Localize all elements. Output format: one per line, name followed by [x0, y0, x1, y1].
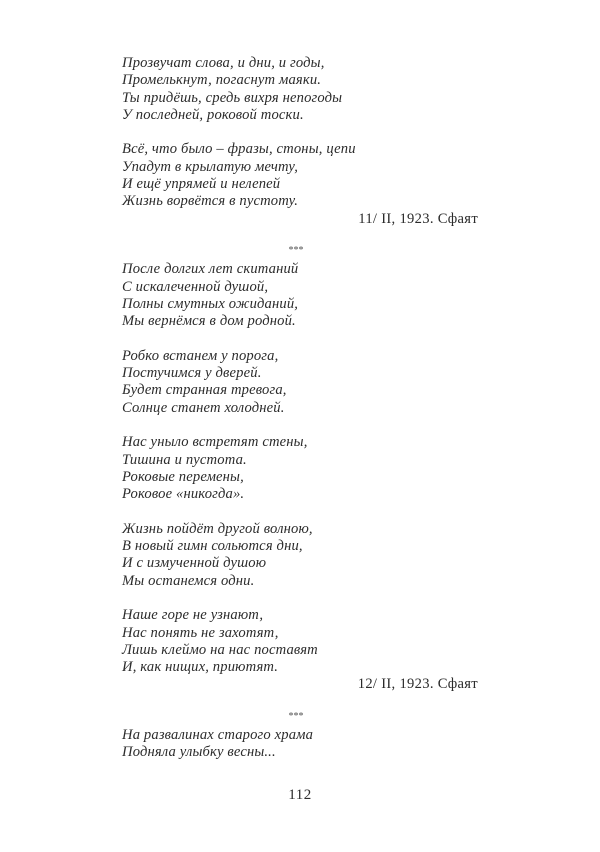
poem-separator: *** [288, 710, 304, 722]
verse-line: И ещё упрямей и нелепей [122, 176, 281, 193]
verse-line: Жизнь пойдёт другой волною, [122, 520, 313, 537]
verse-line: Полны смутных ожиданий, [122, 295, 299, 312]
verse-line: Подняла улыбку весны... [122, 744, 276, 761]
verse-line: Упадут в крылатую мечту, [122, 158, 299, 175]
verse-line: Мы вернёмся в дом родной. [122, 313, 296, 330]
verse-line: Тишина и пустота. [122, 451, 247, 468]
poem [122, 55, 478, 228]
verse-line: В новый гимн сольются дни, [122, 538, 303, 555]
verse-line: На развалинах старого храма [122, 726, 314, 743]
stanza [122, 607, 478, 676]
poem [122, 242, 478, 694]
verse-line: И с измученной душою [122, 555, 267, 572]
verse-line: Будет странная тревога, [122, 382, 287, 399]
verse-line: С искалеченной душой, [122, 278, 269, 295]
stanza [122, 141, 478, 210]
page-number: 112 [288, 787, 312, 803]
verse-line: Нас понять не захотят, [122, 624, 279, 641]
verse-line: Робко встанем у порога, [122, 347, 279, 364]
stanza [122, 521, 478, 590]
verse-line: Роковое «никогда». [122, 486, 245, 503]
poem-date-place: 12/ II, 1923. Сфаят [357, 676, 478, 693]
stanza [122, 727, 478, 762]
poem-separator: *** [288, 244, 304, 256]
verse-line: У последней, роковой тоски. [122, 106, 304, 123]
verse-line: Лишь клеймо на нас поставят [122, 641, 318, 658]
verse-line: Прозвучат слова, и дни, и годы, [122, 55, 325, 71]
verse-line: Нас уныло встретят стены, [122, 434, 308, 451]
stanza [122, 348, 478, 417]
verse-line: Постучимся у дверей. [122, 365, 262, 382]
stanza [122, 261, 478, 330]
stanza [122, 434, 478, 503]
page-content [122, 55, 478, 762]
verse-line: Роковые перемены, [122, 468, 244, 485]
stanza [122, 55, 478, 124]
poem [122, 708, 478, 762]
verse-line: Ты придёшь, средь вихря непогоды [122, 89, 343, 106]
verse-line: Мы останемся одни. [122, 572, 255, 589]
poem-date-place: 11/ II, 1923. Сфаят [358, 210, 478, 227]
verse-line: Солнце станет холодней. [122, 399, 285, 416]
verse-line: Промелькнут, погаснут маяки. [122, 72, 322, 89]
verse-line: Всё, что было – фразы, стоны, цепи [122, 141, 356, 158]
verse-line: Жизнь ворвётся в пустоту. [122, 193, 299, 210]
verse-line: После долгих лет скитаний [122, 261, 299, 278]
verse-line: И, как нищих, приютят. [122, 659, 279, 676]
verse-line: Наше горе не узнают, [122, 607, 264, 624]
